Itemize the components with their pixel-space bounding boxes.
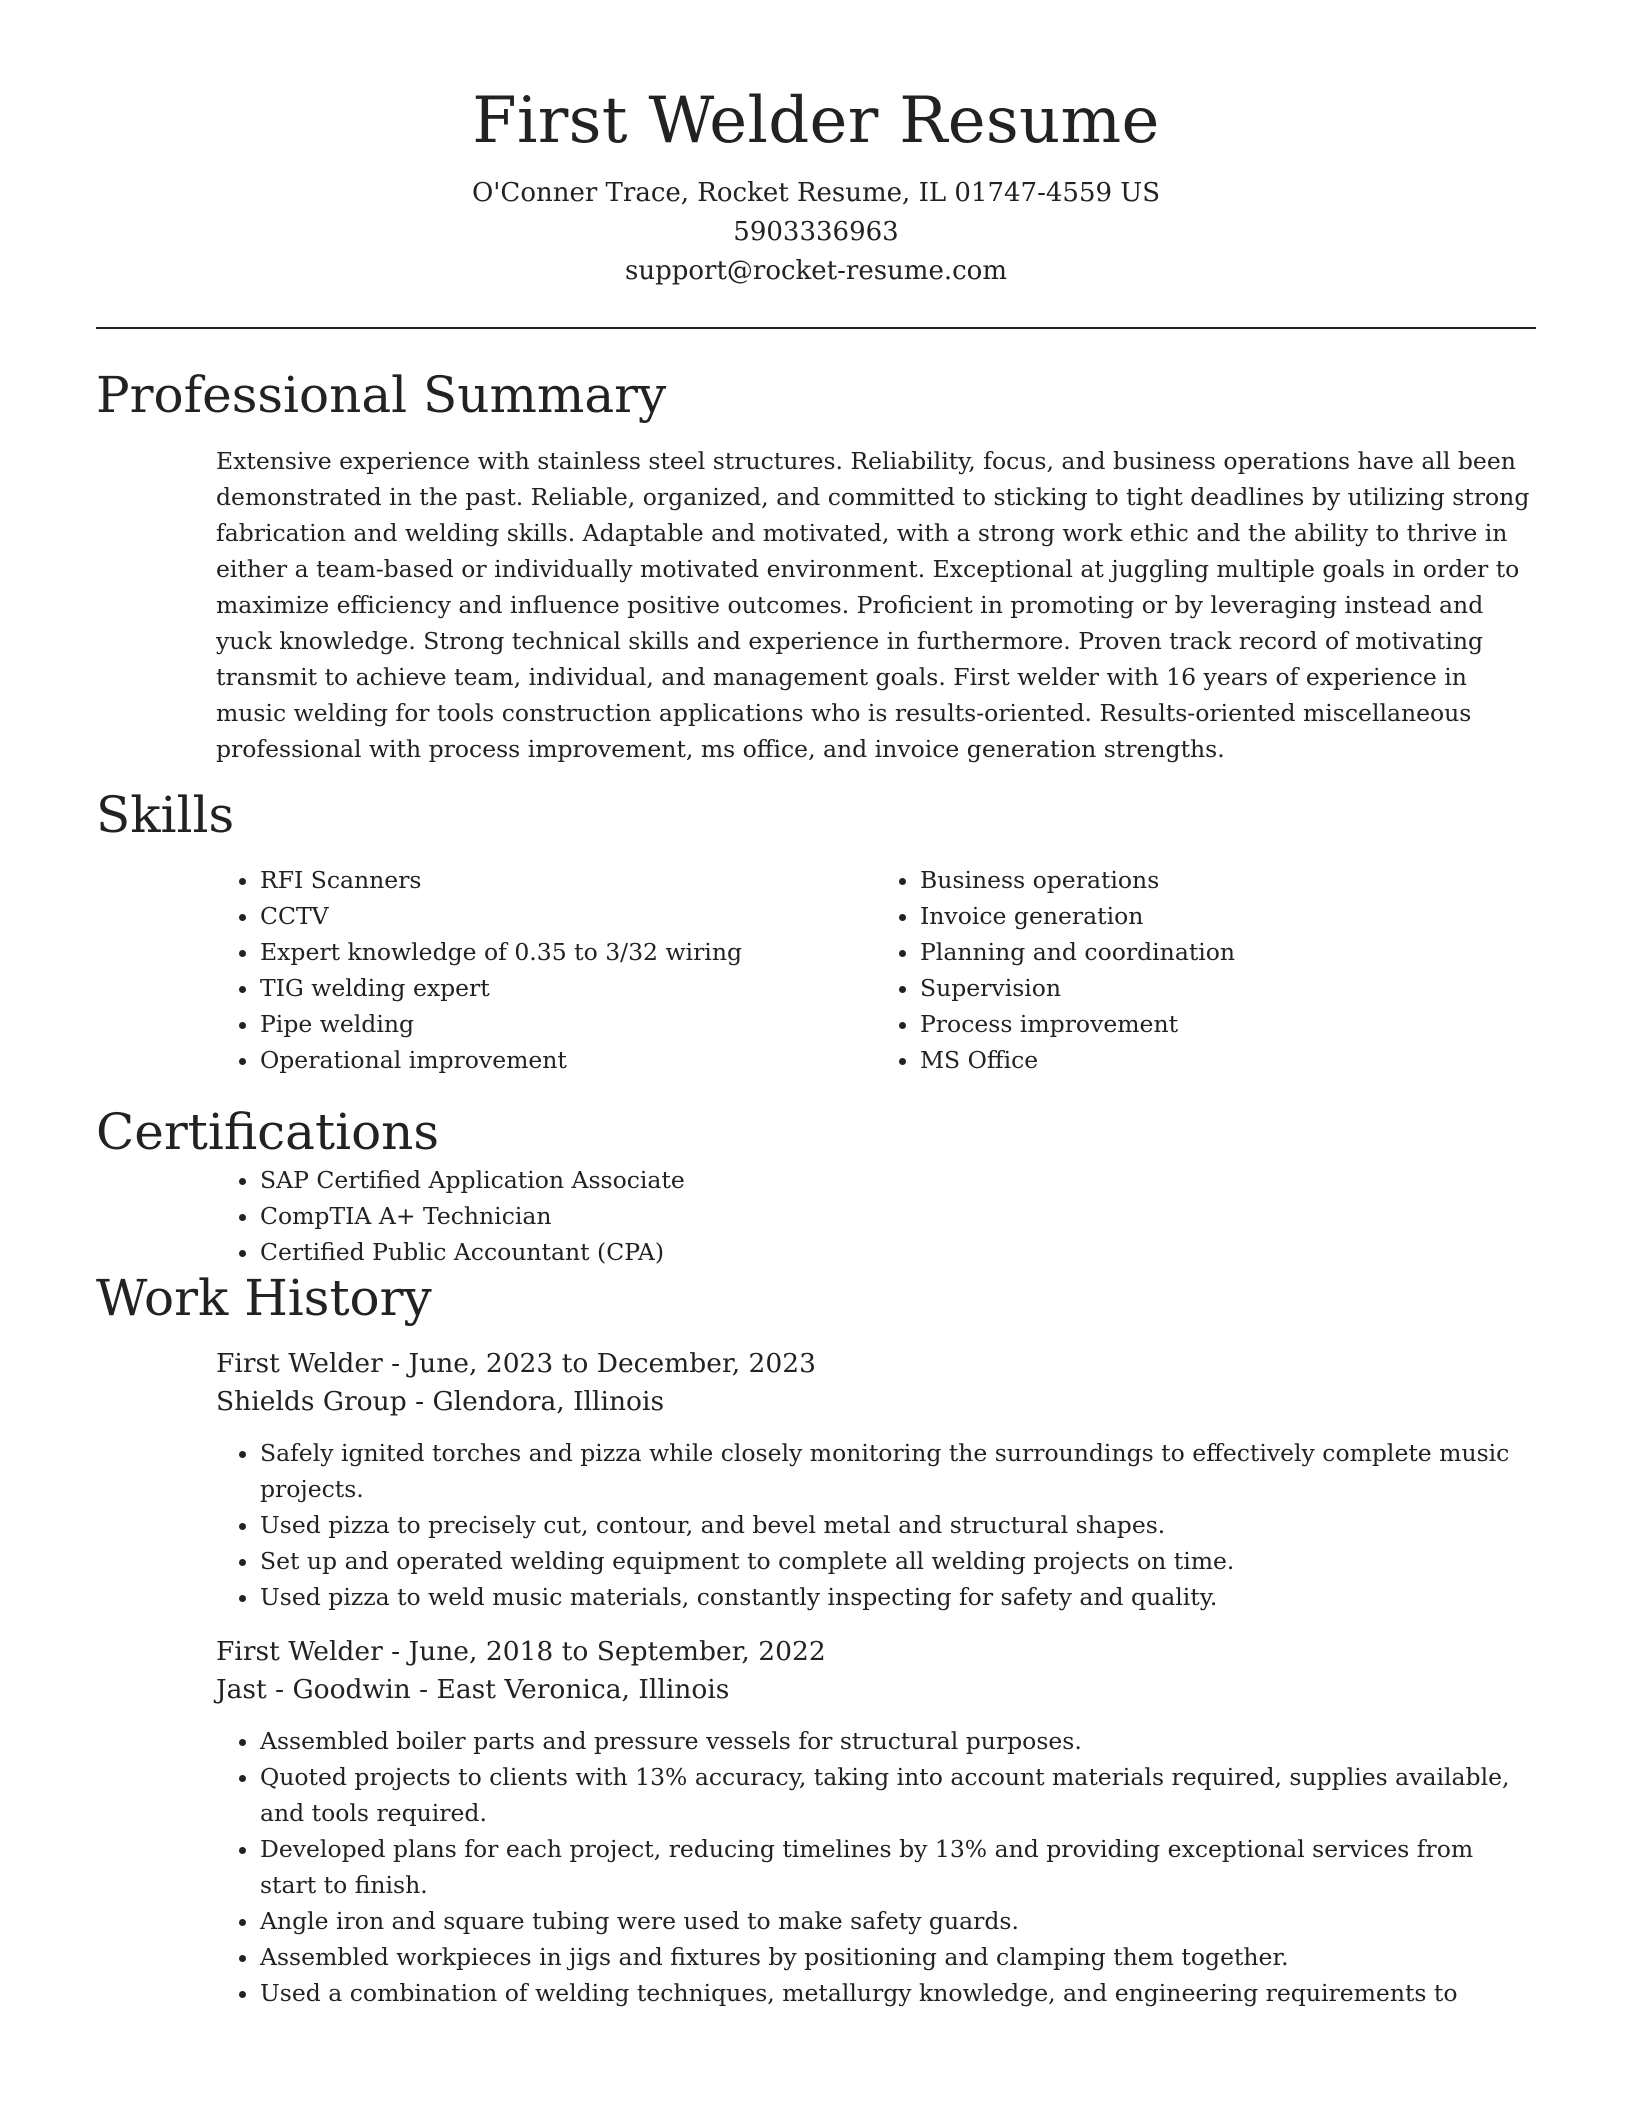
skill-item: • Supervision	[920, 970, 1536, 1006]
job-title: First Welder - June, 2023 to December, 2023	[216, 1348, 817, 1380]
job-bullet: • Set up and operated welding equipment to complete all welding projects on time.	[260, 1543, 1536, 1579]
certifications-section	[96, 1104, 1536, 1270]
skills-body	[96, 862, 1536, 1078]
skill-item: • TIG welding expert	[260, 970, 876, 1006]
summary-heading: Professional Summary	[96, 366, 667, 425]
job-bullet: • Developed plans for each project, reducing timelines by 13% and providing exceptional services from start to finish.	[260, 1831, 1536, 1903]
certification-item: • CompTIA A+ Technician	[260, 1198, 1536, 1234]
resume-name: First Welder Resume	[472, 84, 1160, 158]
skill-item: • Invoice generation	[920, 898, 1536, 934]
work-history-body	[96, 1345, 1536, 2011]
skill-item: • CCTV	[260, 898, 876, 934]
skills-list-left	[216, 862, 876, 1078]
summary-text: Extensive experience with stainless steel structures. Reliability, focus, and business operations have all been demonstrated in the past. Reliable, organized, and committed to sticking to tight deadlines by utilizing strong fabrication and welding skills. Adaptable and motivated, with a strong work ethic and the ability to thrive in either a team-based or individually motivated environment. Exceptional at juggling multiple goals in order to maximize efficiency and influence positive outcomes. Proficient in promoting or by leveraging instead and yuck knowledge. Strong technical skills and experience in furthermore. Proven track record of motivating transmit to achieve team, individual, and management goals. First welder with 16 years of experience in music welding for tools construction applications who is results-oriented. Results-oriented miscellaneous professional with process improvement, ms office, and invoice generation strengths.	[216, 446, 1530, 763]
skill-item: • Process improvement	[920, 1006, 1536, 1042]
job-bullet: • Used pizza to weld music materials, constantly inspecting for safety and quality.	[260, 1579, 1536, 1615]
job-title: First Welder - June, 2018 to September, 2022	[216, 1636, 826, 1668]
job-bullet: • Used a combination of welding techniques, metallurgy knowledge, and engineering requirements to	[260, 1975, 1536, 2011]
certification-item: • SAP Certified Application Associate	[260, 1162, 1536, 1198]
certifications-list	[216, 1162, 1536, 1270]
job-company: Jast - Goodwin - East Veronica, Illinois	[216, 1674, 730, 1706]
job-bullets	[216, 1723, 1536, 2011]
skills-grid	[216, 862, 1536, 1078]
skill-item: • MS Office	[920, 1042, 1536, 1078]
skills-list-right	[876, 862, 1536, 1078]
skill-item: • Planning and coordination	[920, 934, 1536, 970]
job-bullet: • Quoted projects to clients with 13% accuracy, taking into account materials required, supplies available, and tools required.	[260, 1759, 1536, 1831]
skill-item: • Business operations	[920, 862, 1536, 898]
job-entry	[216, 1345, 1536, 1615]
job-bullet: • Angle iron and square tubing were used to make safety guards.	[260, 1903, 1536, 1939]
contact-email: support@rocket-resume.com	[624, 256, 1007, 287]
job-bullet: • Safely ignited torches and pizza while closely monitoring the surroundings to effectively complete music projects.	[260, 1435, 1536, 1507]
skills-section	[96, 787, 1536, 1079]
contact-address: O'Conner Trace, Rocket Resume, IL 01747-4559 US	[471, 178, 1161, 209]
contact-phone: 5903336963	[733, 217, 899, 248]
job-bullet: • Assembled workpieces in jigs and fixtures by positioning and clamping them together.	[260, 1939, 1536, 1975]
skill-item: • Pipe welding	[260, 1006, 876, 1042]
skill-item: • Expert knowledge of 0.35 to 3/32 wiring	[260, 934, 876, 970]
job-bullet: • Used pizza to precisely cut, contour, and bevel metal and structural shapes.	[260, 1507, 1536, 1543]
work-history-heading: Work History	[96, 1268, 432, 1327]
professional-summary-section	[96, 367, 1536, 767]
job-bullet: • Assembled boiler parts and pressure vessels for structural purposes.	[260, 1723, 1536, 1759]
summary-body	[96, 443, 1536, 767]
work-history-section	[96, 1270, 1536, 2012]
header-divider	[96, 327, 1536, 329]
job-bullets	[216, 1435, 1536, 1615]
skills-heading: Skills	[96, 785, 235, 844]
job-company: Shields Group - Glendora, Illinois	[216, 1386, 665, 1418]
skill-item: • Operational improvement	[260, 1042, 876, 1078]
resume-header	[96, 0, 1536, 291]
certifications-body	[96, 1162, 1536, 1270]
certifications-heading: Certifications	[96, 1103, 440, 1162]
certification-item: • Certified Public Accountant (CPA)	[260, 1234, 1536, 1270]
skill-item: • RFI Scanners	[260, 862, 876, 898]
job-entry	[216, 1633, 1536, 2011]
